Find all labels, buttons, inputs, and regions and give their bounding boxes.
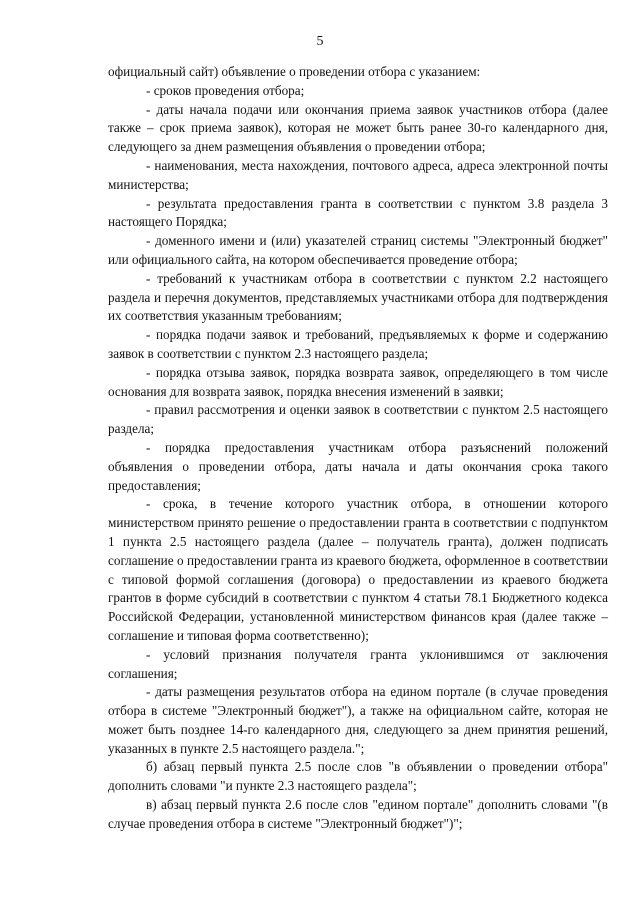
list-item-evaluation-rules: - правил рассмотрения и оценки заявок в соответствии с пунктом 2.5 настоящего раздела; [108,402,608,437]
list-item-clarification-procedure: - порядка предоставления участникам отбора разъяснений положений объявления о проведении отбора, даты начала и даты окончания срока такого предоставления; [108,439,608,493]
amendment-item-v: в) абзац первый пункта 2.6 после слов "едином портале" дополнить словами "(в случае проведения отбора в системе "Электронный бюджет")"; [108,797,608,831]
list-item-application-dates: - даты начала подачи или окончания приема заявок участников отбора (далее также – срок приема заявок), которая не может быть ранее 30-го календарного дня, следующего за днем размещения объявления о проведении отбора; [108,101,608,155]
list-item-evasion-conditions: - условий признания получателя гранта уклонившимся от заключения соглашения; [108,646,608,681]
list-item-grant-result: - результата предоставления гранта в соответствии с пунктом 3.8 раздела 3 настоящего Порядка; [108,195,608,230]
list-item-withdrawal-procedure: - порядка отзыва заявок, порядка возврата заявок, определяющего в том числе основания для возврата заявок, порядка внесения изменений в заявки; [108,364,608,399]
list-item-deadlines: - сроков проведения отбора; [146,82,305,98]
list-item-results-publication: - даты размещения результатов отбора на едином портале (в случае проведения отбора в системе "Электронный бюджет"), а также на официальном сайте, которая не может быть позднее 14-го календарного дня, следующего за днем принятия решений, указанных в пункте 2.5 настоящего раздела."; [108,684,608,756]
list-item-agreement-deadline: - срока, в течение которого участник отбора, в отношении которого министерством принято решение о предоставлении гранта в соответствии с подпунктом 1 пункта 2.5 настоящего раздела (далее – получатель гранта), должен подписать соглашение о предоставлении гранта из краевого бюджета, оформленное в соответствии с типовой формой соглашения (договора) о предоставлении из краевого бюджета грантов в форме субсидий в соответствии с пунктом 4 статьи 78.1 Бюджетного кодекса Российской Федерации, установленной министерством финансов края (далее также – соглашение и типовая форма соответственно); [108,496,608,643]
list-item-domain-name: - доменного имени и (или) указателей страниц системы "Электронный бюджет" или официального сайта, на котором обеспечивается проведение отбора; [108,233,608,267]
paragraph-continuation: официальный сайт) объявление о проведении отбора с указанием: [108,64,481,79]
list-item-ministry-contacts: - наименования, места нахождения, почтового адреса, адреса электронной почты министерства; [108,157,608,192]
document-body [108,63,608,834]
list-item-submission-procedure: - порядка подачи заявок и требований, предъявляемых к форме и содержанию заявок в соответствии с пунктом 2.3 настоящего раздела; [108,327,608,361]
amendment-item-b: б) абзац первый пункта 2.5 после слов "в объявлении о проведении отбора" дополнить словами "и пункте 2.3 настоящего раздела"; [108,759,608,794]
list-item-participant-requirements: - требований к участникам отбора в соответствии с пунктом 2.2 настоящего раздела и перечня документов, представляемых участниками отбора для подтверждения их соответствия указанным требованиям; [108,270,608,324]
page-number: 5 [316,34,324,49]
